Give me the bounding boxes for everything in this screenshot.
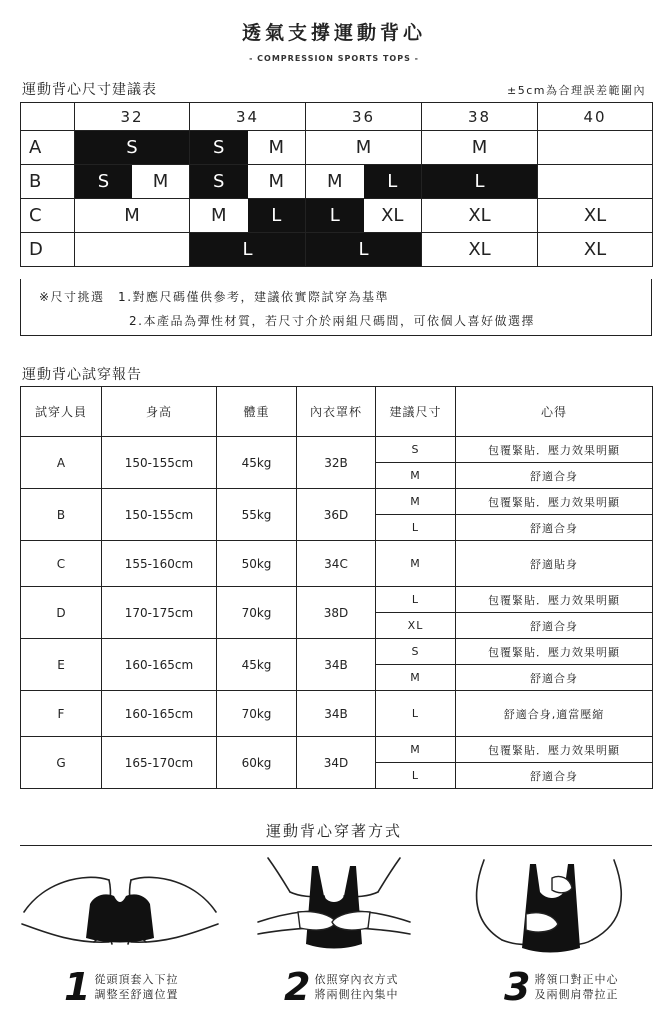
page-subtitle: - COMPRESSION SPORTS TOPS -: [249, 54, 419, 63]
size-value: L: [364, 165, 422, 198]
report-name: E: [21, 639, 102, 691]
step-number: 2: [284, 965, 311, 1009]
size-value: M: [355, 137, 372, 158]
size-value: XL: [381, 205, 404, 226]
report-comment: 舒適合身: [456, 515, 653, 541]
report-name: F: [21, 691, 102, 737]
report-cup: 38D: [297, 587, 376, 639]
size-value: S: [190, 165, 248, 198]
table-row: [21, 541, 653, 587]
size-column-header: 32: [75, 103, 190, 131]
size-value: L: [248, 199, 306, 232]
size-cell: [422, 165, 538, 199]
report-comment: 包覆緊貼．壓力效果明顯: [456, 639, 653, 665]
size-chart-row: [21, 131, 653, 165]
size-chart-row: [21, 199, 653, 233]
size-chart-table: [20, 102, 653, 267]
table-row: [21, 489, 653, 515]
size-row-label: B: [21, 165, 75, 199]
size-value: XL: [583, 205, 607, 226]
step-number: 1: [64, 965, 91, 1009]
report-size: M: [376, 489, 456, 515]
report-size: S: [376, 437, 456, 463]
size-chart-header-row: [21, 103, 653, 131]
report-comment: 包覆緊貼．壓力效果明顯: [456, 737, 653, 763]
report-height: 165-170cm: [102, 737, 217, 789]
size-column-header: 36: [306, 103, 422, 131]
table-row: [21, 737, 653, 763]
size-value: [538, 131, 652, 164]
size-value: M: [210, 205, 227, 226]
report-column-header: 試穿人員: [21, 387, 102, 437]
report-comment: 舒適合身: [456, 463, 653, 489]
size-column-header: 38: [422, 103, 538, 131]
report-comment: 包覆緊貼．壓力效果明顯: [456, 587, 653, 613]
size-value: L: [306, 233, 421, 266]
size-note-1: ※尺寸挑選 1.對應尺碼僅供參考，建議依實際試穿為基準: [39, 290, 390, 304]
size-cell: [538, 131, 653, 165]
size-cell: [75, 131, 190, 165]
report-comment: 包覆緊貼．壓力效果明顯: [456, 437, 653, 463]
size-cell: [306, 165, 422, 199]
size-cell: [538, 165, 653, 199]
report-comment: 舒適合身: [456, 665, 653, 691]
report-weight: 45kg: [217, 639, 297, 691]
size-cell: [190, 131, 306, 165]
report-cup: 34D: [297, 737, 376, 789]
report-cup: 34B: [297, 639, 376, 691]
wearing-step-2-illustration: [228, 852, 440, 960]
report-size: L: [376, 763, 456, 789]
report-heading: 運動背心試穿報告: [22, 367, 142, 383]
size-value: [75, 233, 189, 266]
size-cell: [190, 165, 306, 199]
table-row: [21, 691, 653, 737]
tolerance-note: ±5cm為合理誤差範圍內: [507, 84, 646, 97]
report-name: B: [21, 489, 102, 541]
report-size: L: [376, 691, 456, 737]
wearing-step-3-illustration: [442, 852, 654, 960]
report-name: G: [21, 737, 102, 789]
report-comment: 舒適貼身: [456, 541, 653, 587]
size-value: L: [190, 233, 305, 266]
report-column-header: 身高: [102, 387, 217, 437]
report-comment: 舒適合身: [456, 763, 653, 789]
step-text-line1: 從頭頂套入下拉: [94, 973, 179, 986]
size-cell: [422, 131, 538, 165]
report-weight: 45kg: [217, 437, 297, 489]
report-height: 170-175cm: [102, 587, 217, 639]
report-cup: 34C: [297, 541, 376, 587]
size-cell: [422, 199, 538, 233]
report-size: M: [376, 541, 456, 587]
size-column-header: [21, 103, 75, 131]
report-weight: 70kg: [217, 587, 297, 639]
report-height: 160-165cm: [102, 639, 217, 691]
report-column-header: 心得: [456, 387, 653, 437]
size-cell: [190, 199, 306, 233]
size-cell: [75, 233, 190, 267]
report-name: A: [21, 437, 102, 489]
report-column-header: 內衣罩杯: [297, 387, 376, 437]
howto-heading: 運動背心穿著方式: [265, 822, 402, 840]
size-column-header: 40: [538, 103, 653, 131]
table-row: [21, 437, 653, 463]
size-row-label: D: [21, 233, 75, 267]
report-size: L: [376, 515, 456, 541]
size-cell: [75, 165, 190, 199]
howto-step-2: [284, 965, 399, 1009]
page-title: 透氣支撐運動背心: [241, 22, 426, 44]
size-value: L: [306, 199, 364, 232]
report-column-header: 建議尺寸: [376, 387, 456, 437]
report-weight: 70kg: [217, 691, 297, 737]
size-chart-row: [21, 165, 653, 199]
table-row: [21, 639, 653, 665]
size-value: M: [268, 171, 285, 192]
size-cell: [75, 199, 190, 233]
report-weight: 55kg: [217, 489, 297, 541]
howto-step-3: [504, 965, 619, 1009]
size-chart-heading: 運動背心尺寸建議表: [22, 82, 157, 98]
report-comment: 包覆緊貼．壓力效果明顯: [456, 489, 653, 515]
report-column-header: 體重: [217, 387, 297, 437]
size-cell: [422, 233, 538, 267]
size-cell: [190, 233, 306, 267]
size-value: M: [152, 171, 169, 192]
size-value: S: [190, 131, 248, 164]
report-height: 150-155cm: [102, 437, 217, 489]
size-value: XL: [468, 239, 491, 260]
size-value: S: [75, 165, 132, 198]
report-name: C: [21, 541, 102, 587]
report-height: 160-165cm: [102, 691, 217, 737]
size-value: M: [268, 137, 285, 158]
size-value: XL: [468, 205, 491, 226]
size-value: S: [75, 131, 189, 164]
size-value: [538, 165, 652, 198]
wearing-step-1-illustration: [14, 852, 226, 960]
size-cell: [306, 233, 422, 267]
report-cup: 36D: [297, 489, 376, 541]
report-weight: 50kg: [217, 541, 297, 587]
step-text-line2: 將兩側往內集中: [314, 988, 399, 1001]
size-chart-row: [21, 233, 653, 267]
step-text-line1: 依照穿內衣方式: [314, 973, 399, 986]
report-size: M: [376, 665, 456, 691]
size-cell: [538, 233, 653, 267]
size-row-label: A: [21, 131, 75, 165]
report-comment: 舒適合身,適當壓縮: [456, 691, 653, 737]
report-comment: 舒適合身: [456, 613, 653, 639]
size-row-label: C: [21, 199, 75, 233]
report-size: S: [376, 639, 456, 665]
size-cell: [538, 199, 653, 233]
size-column-header: 34: [190, 103, 306, 131]
size-notes: [20, 279, 652, 336]
size-value: M: [326, 171, 343, 192]
report-size: L: [376, 587, 456, 613]
size-note-2: 2.本產品為彈性材質，若尺寸介於兩組尺碼間，可依個人喜好做選擇: [129, 314, 535, 328]
report-height: 150-155cm: [102, 489, 217, 541]
table-row: [21, 587, 653, 613]
howto-divider: [20, 845, 652, 846]
size-cell: [306, 199, 422, 233]
size-value: M: [124, 205, 140, 226]
report-size: M: [376, 463, 456, 489]
step-text-line2: 調整至舒適位置: [94, 988, 179, 1001]
step-text-line1: 將領口對正中心: [534, 973, 619, 986]
size-value: XL: [583, 239, 607, 260]
report-name: D: [21, 587, 102, 639]
howto-step-1: [64, 965, 179, 1009]
size-value: M: [471, 137, 488, 158]
step-number: 3: [504, 965, 531, 1009]
fitting-report-table: [20, 386, 653, 789]
report-cup: 34B: [297, 691, 376, 737]
report-weight: 60kg: [217, 737, 297, 789]
size-cell: [306, 131, 422, 165]
step-text-line2: 及兩側肩帶拉正: [534, 988, 619, 1001]
report-size: XL: [376, 613, 456, 639]
report-cup: 32B: [297, 437, 376, 489]
size-value: L: [422, 165, 537, 198]
report-height: 155-160cm: [102, 541, 217, 587]
report-size: M: [376, 737, 456, 763]
